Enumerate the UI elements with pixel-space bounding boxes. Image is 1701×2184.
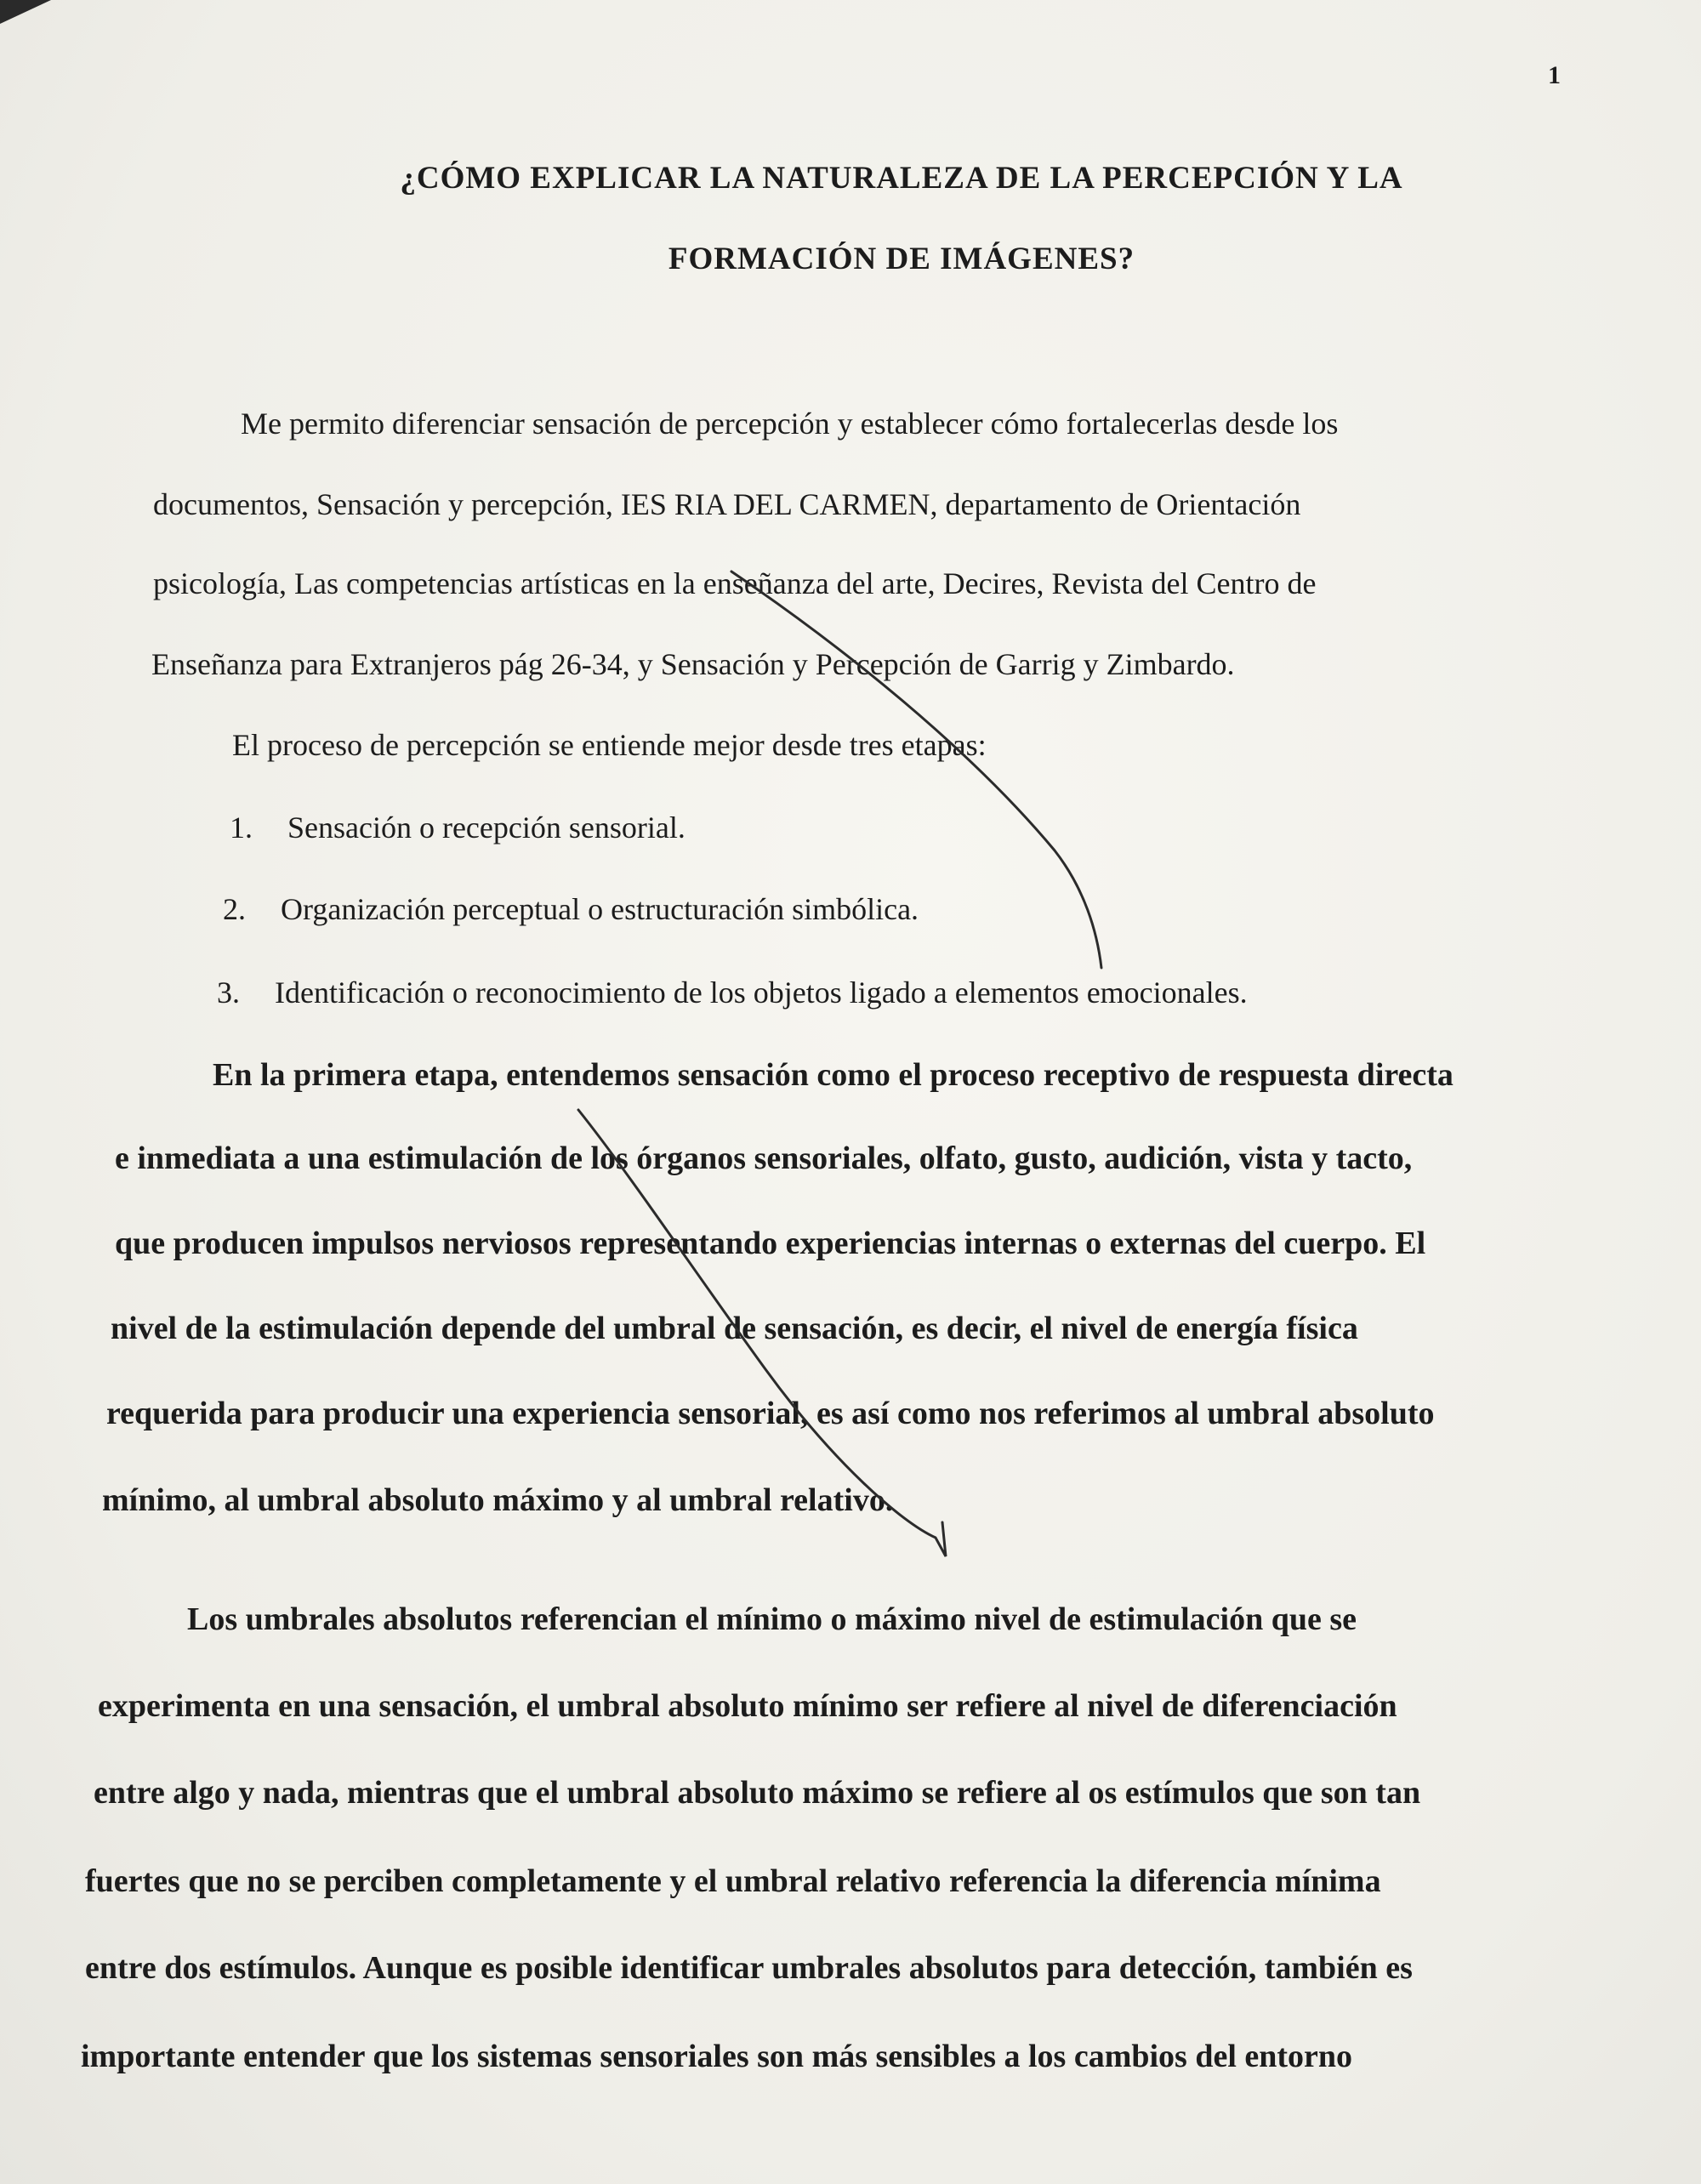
paragraph-3-line-5: entre dos estímulos. Aunque es posible identificar umbrales absolutos para detección, también es (85, 1950, 1413, 1986)
paragraph-1-line-4: Enseñanza para Extranjeros pág 26-34, y Sensación y Percepción de Garrig y Zimbardo. (151, 647, 1235, 681)
paragraph-2-line-5: requerida para producir una experiencia sensorial, es así como nos referimos al umbral absoluto (106, 1396, 1435, 1431)
list-item-text: Organización perceptual o estructuración simbólica. (281, 892, 919, 926)
paragraph-3-line-3: entre algo y nada, mientras que el umbral absoluto máximo se refiere al os estímulos que son tan (94, 1775, 1421, 1811)
paragraph-2-line-1: En la primera etapa, entendemos sensación como el proceso receptivo de respuesta directa (213, 1057, 1454, 1093)
paragraph-1-line-1: Me permito diferenciar sensación de percepción y establecer cómo fortalecerlas desde los (241, 407, 1339, 441)
paragraph-3-line-6: importante entender que los sistemas sensoriales son más sensibles a los cambios del entorno (81, 2039, 1353, 2074)
page-number: 1 (1548, 61, 1561, 89)
paragraph-3-line-1: Los umbrales absolutos referencian el mínimo o máximo nivel de estimulación que se (187, 1601, 1357, 1637)
list-item (223, 891, 919, 927)
paragraph-2-line-3: que producen impulsos nerviosos representando experiencias internas o externas del cuerpo. El (115, 1226, 1426, 1261)
process-intro: El proceso de percepción se entiende mejor desde tres etapas: (232, 728, 987, 762)
list-item-number: 2. (223, 892, 246, 926)
paragraph-2-line-4: nivel de la estimulación depende del umbral de sensación, es decir, el nivel de energía física (111, 1311, 1358, 1346)
list-item-text: Sensación o recepción sensorial. (287, 810, 686, 845)
paragraph-2-line-6: mínimo, al umbral absoluto máximo y al umbral relativo. (102, 1482, 894, 1518)
list-item (230, 810, 686, 845)
list-item-number: 1. (230, 810, 253, 845)
paragraph-3-line-2: experimenta en una sensación, el umbral absoluto mínimo ser refiere al nivel de diferenciación (98, 1688, 1397, 1724)
list-item-number: 3. (217, 975, 240, 1010)
title-line-2: FORMACIÓN DE IMÁGENES? (668, 242, 1135, 276)
page-corner-shadow (0, 0, 51, 24)
list-item-text: Identificación o reconocimiento de los objetos ligado a elementos emocionales. (275, 975, 1248, 1010)
paragraph-3-line-4: fuertes que no se perciben completamente y el umbral relativo referencia la diferencia mínima (85, 1863, 1381, 1899)
paragraph-1-line-2: documentos, Sensación y percepción, IES RIA DEL CARMEN, departamento de Orientación (153, 487, 1301, 521)
paragraph-2-line-2: e inmediata a una estimulación de los órganos sensoriales, olfato, gusto, audición, vista y tacto, (115, 1140, 1413, 1176)
paragraph-1-line-3: psicología, Las competencias artísticas en la enseñanza del arte, Decires, Revista del Centro de (153, 566, 1317, 600)
title-line-1: ¿CÓMO EXPLICAR LA NATURALEZA DE LA PERCEPCIÓN Y LA (400, 161, 1403, 196)
list-item (217, 975, 1248, 1010)
